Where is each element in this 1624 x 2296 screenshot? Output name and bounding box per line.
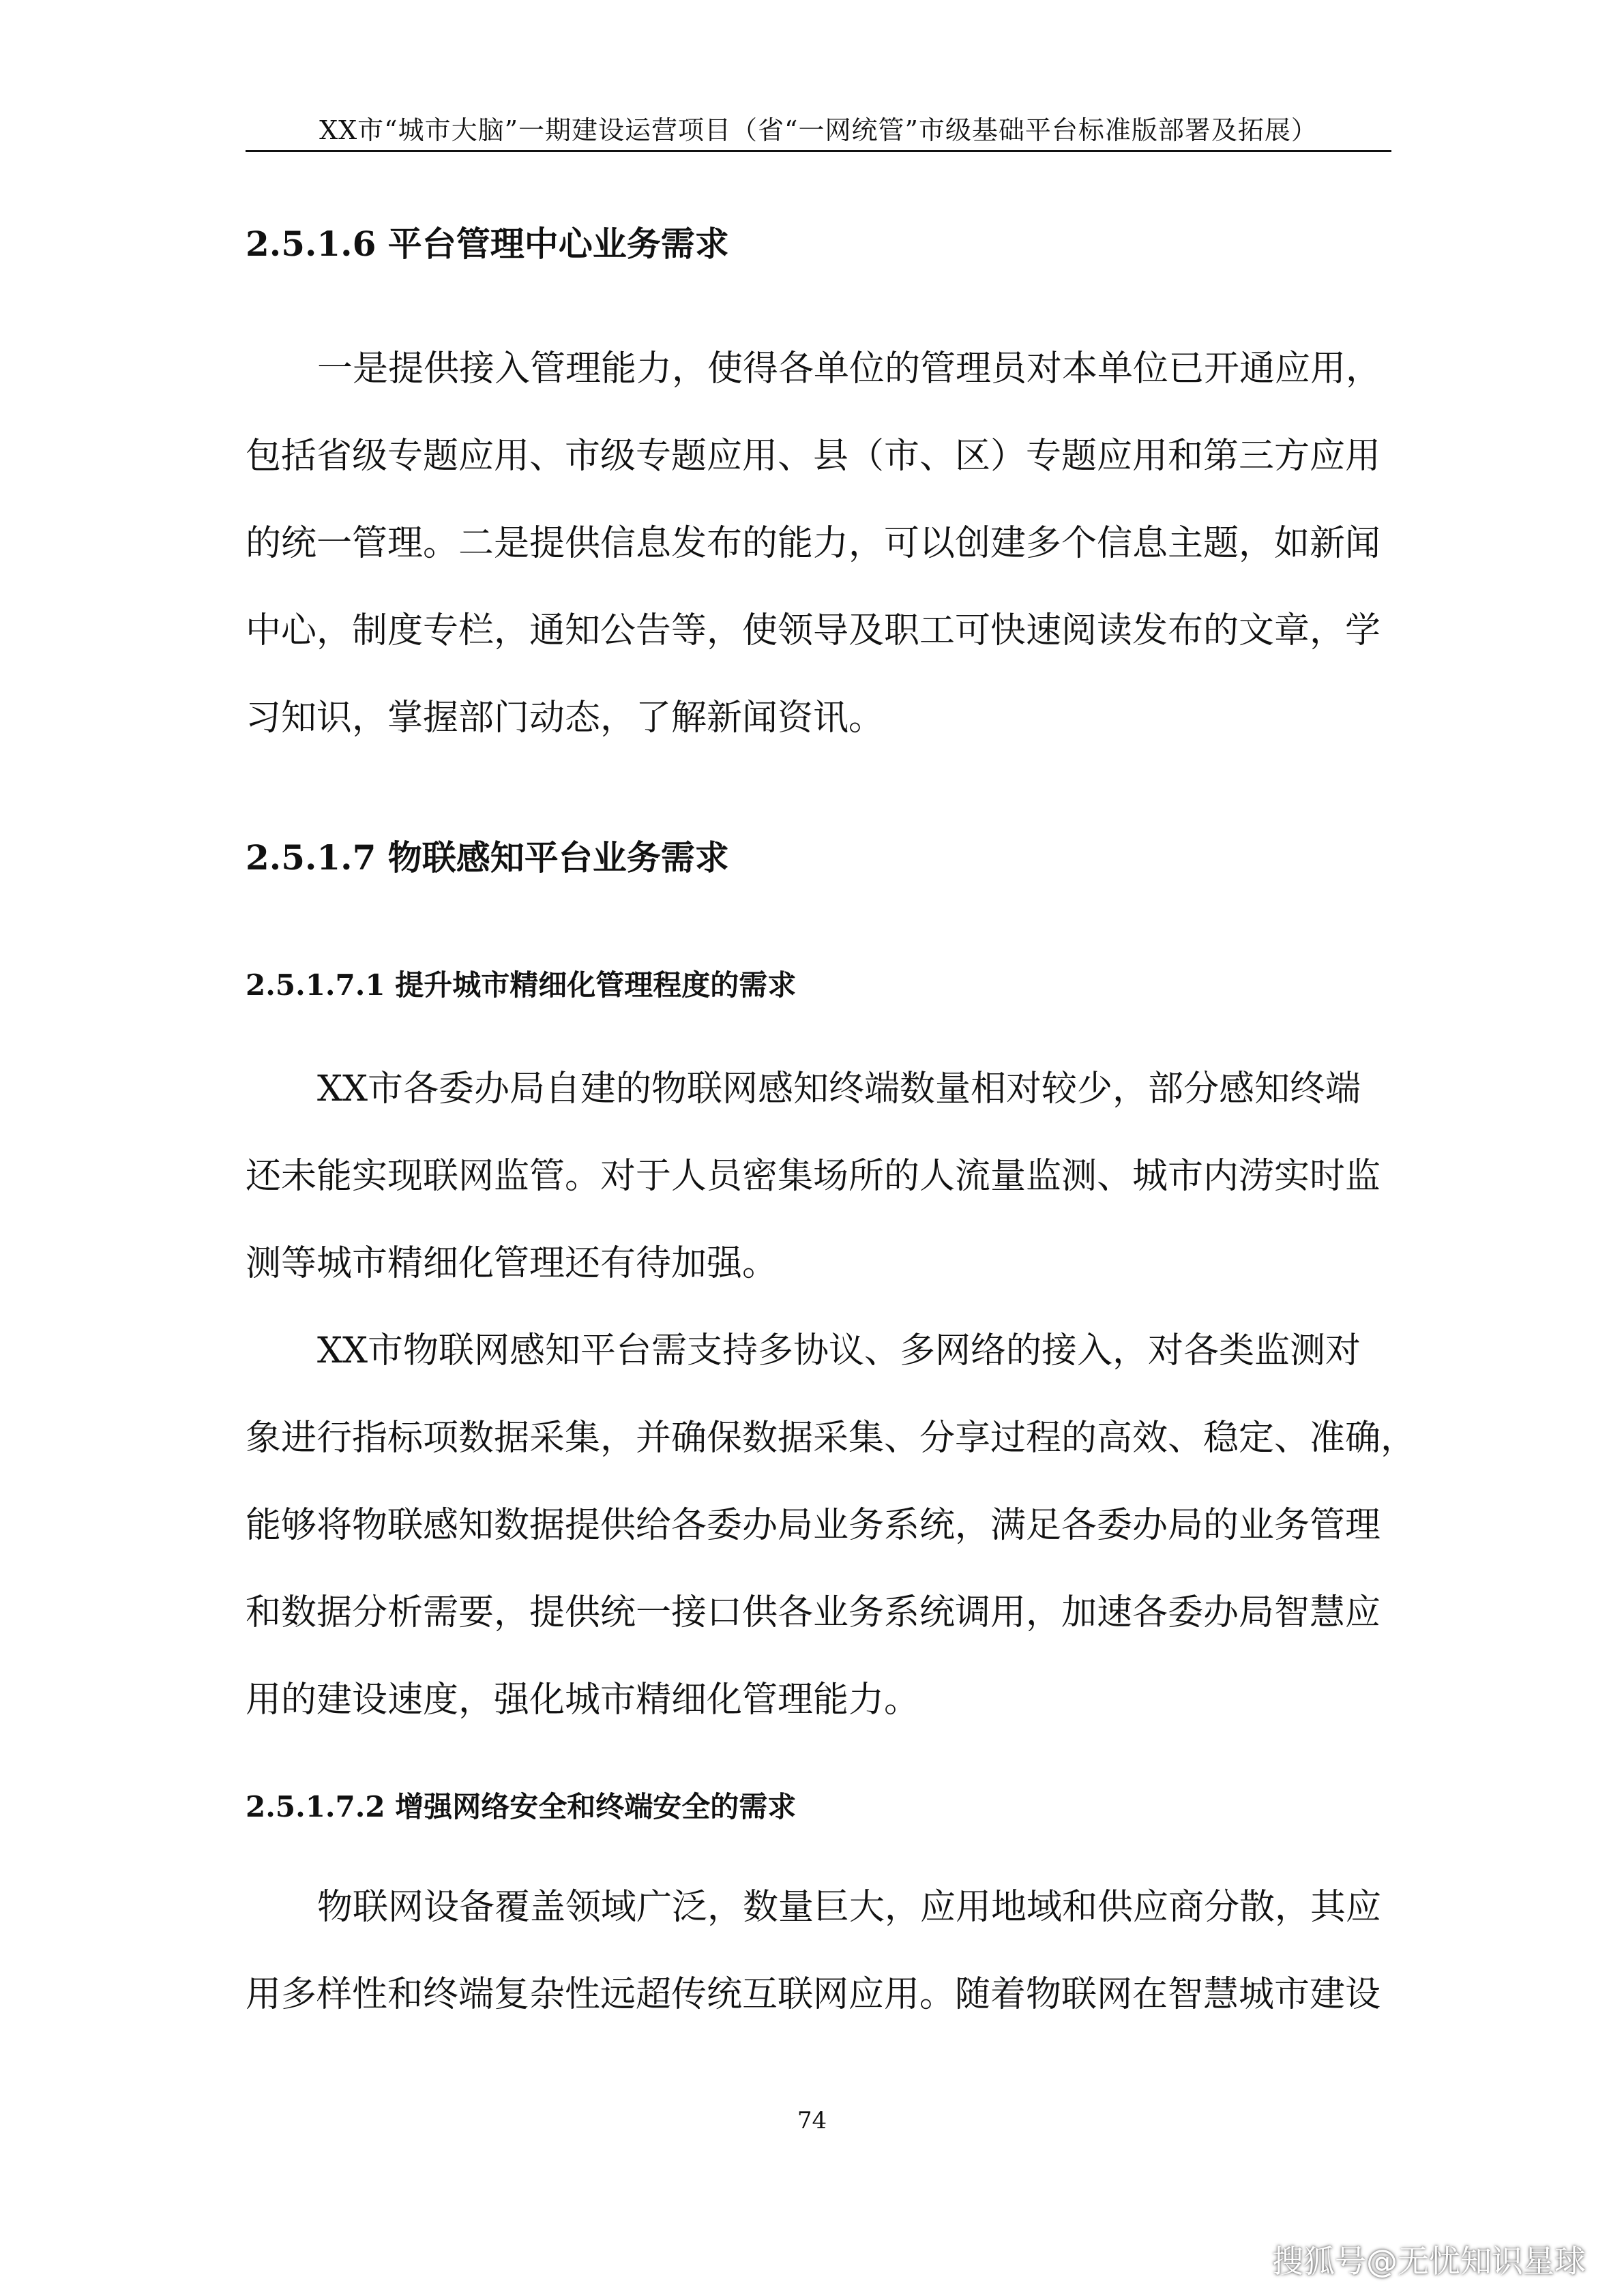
- paragraph-line: 包括省级专题应用、市级专题应用、县（市、区）专题应用和第三方应用: [246, 436, 1381, 477]
- paragraph-line: 用的建设速度，强化城市精细化管理能力。: [246, 1680, 920, 1720]
- watermark-text: 搜狐号@无忧知识星球: [1272, 2243, 1586, 2280]
- paragraph-line: 一是提供接入管理能力，使得各单位的管理员对本单位已开通应用，: [317, 348, 1382, 389]
- paragraph-line: 的统一管理。二是提供信息发布的能力，可以创建多个信息主题，如新闻: [246, 523, 1381, 564]
- paragraph-line: 测等城市精细化管理还有待加强。: [246, 1243, 778, 1284]
- paragraph-line: XX市物联网感知平台需支持多协议、多网络的接入，对各类监测对: [317, 1330, 1361, 1371]
- paragraph-line: 象进行指标项数据采集，并确保数据采集、分享过程的高效、稳定、准确，: [246, 1418, 1417, 1459]
- paragraph-line: 物联网设备覆盖领域广泛，数量巨大，应用地域和供应商分散，其应: [317, 1887, 1382, 1928]
- paragraph-line: 用多样性和终端复杂性远超传统互联网应用。随着物联网在智慧城市建设: [246, 1974, 1381, 2015]
- running-header: XX市“城市大脑”一期建设运营项目（省“一网统管”市级基础平台标准版部署及拓展）: [319, 115, 1318, 145]
- paragraph-line: 还未能实现联网监管。对于人员密集场所的人流量监测、城市内涝实时监: [246, 1156, 1381, 1197]
- paragraph-line: 和数据分析需要，提供统一接口供各业务系统调用，加速各委办局智慧应: [246, 1592, 1381, 1633]
- paragraph-line: XX市各委办局自建的物联网感知终端数量相对较少，部分感知终端: [317, 1069, 1361, 1109]
- section-heading-2-5-1-6: 2.5.1.6 平台管理中心业务需求: [246, 224, 729, 264]
- page-number: 74: [797, 2107, 827, 2134]
- paragraph-line: 能够将物联感知数据提供给各委办局业务系统，满足各委办局的业务管理: [246, 1505, 1381, 1546]
- paragraph-line: 习知识，掌握部门动态，了解新闻资讯。: [246, 698, 885, 739]
- section-heading-2-5-1-7: 2.5.1.7 物联感知平台业务需求: [246, 837, 729, 878]
- paragraph-line: 中心，制度专栏，通知公告等，使领导及职工可快速阅读发布的文章，学: [246, 610, 1381, 651]
- subsection-heading-2-5-1-7-1: 2.5.1.7.1 提升城市精细化管理程度的需求: [246, 968, 797, 1002]
- header-divider: [246, 150, 1391, 152]
- subsection-heading-2-5-1-7-2: 2.5.1.7.2 增强网络安全和终端安全的需求: [246, 1790, 797, 1823]
